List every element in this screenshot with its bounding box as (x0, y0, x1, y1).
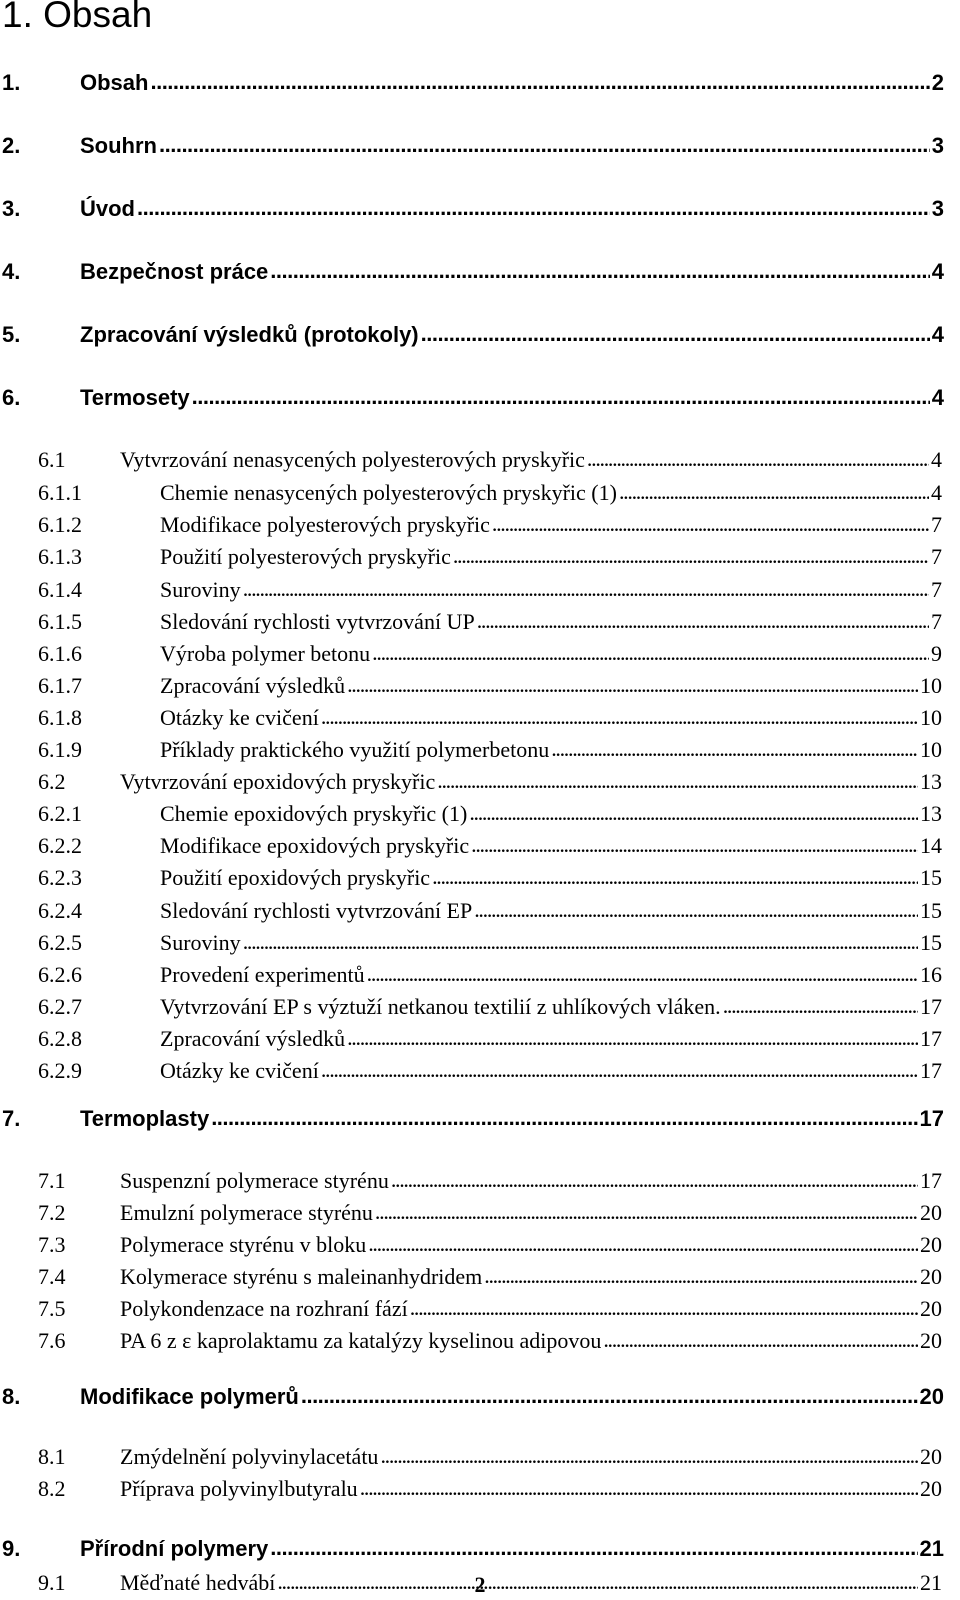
toc-dot-leader (299, 1384, 918, 1414)
toc-entry-number: 6.2 (38, 769, 66, 794)
toc-entry-number: 6.2.1 (38, 801, 82, 826)
toc-entry-number: 6.1.4 (38, 577, 82, 602)
toc-dot-leader (482, 1264, 918, 1294)
toc-entry-page: 21 (920, 1570, 942, 1595)
toc-entry[interactable] (0, 1168, 960, 1198)
toc-entry-title: Příprava polyvinylbutyralu (120, 1476, 358, 1501)
toc-entry-page: 4 (931, 259, 944, 284)
toc-entry-title: Termoplasty (80, 1106, 210, 1131)
toc-entry[interactable] (0, 673, 960, 703)
toc-entry[interactable] (0, 322, 960, 352)
toc-entry-number: 7.1 (38, 1168, 66, 1193)
toc-entry-page: 7 (931, 609, 942, 634)
toc-entry-page: 3 (931, 196, 944, 221)
toc-entry[interactable] (0, 930, 960, 960)
toc-entry-number: 8.1 (38, 1444, 66, 1469)
toc-entry-number: 6.1.1 (38, 480, 82, 505)
toc-dot-leader (319, 1058, 918, 1088)
toc-entry-title: Bezpečnost práce (80, 259, 269, 284)
toc-dot-leader (268, 1536, 917, 1566)
toc-entry-number: 7.6 (38, 1328, 66, 1353)
toc-entry[interactable] (0, 480, 960, 510)
toc-entry-title: Použití polyesterových pryskyřic (160, 544, 451, 569)
toc-dot-leader (345, 673, 918, 703)
toc-entry-title: Příklady praktického využití polymerbetonu (160, 737, 550, 762)
toc-entry-number: 6.1.6 (38, 641, 82, 666)
toc-dot-leader (319, 705, 918, 735)
toc-dot-leader (467, 801, 918, 831)
toc-entry-number: 9. (2, 1536, 21, 1561)
toc-dot-leader (419, 322, 930, 352)
toc-entry[interactable] (0, 833, 960, 863)
toc-entry[interactable] (0, 1264, 960, 1294)
toc-entry-number: 6.2.6 (38, 962, 82, 987)
toc-entry-title: Zpracování výsledků (protokoly) (80, 322, 419, 347)
toc-dot-leader (721, 994, 918, 1024)
toc-entry[interactable] (0, 512, 960, 542)
toc-entry-page: 4 (931, 322, 944, 347)
toc-entry[interactable] (0, 705, 960, 735)
toc-entry[interactable] (0, 1058, 960, 1088)
toc-dot-leader (378, 1444, 918, 1474)
toc-entry-page: 20 (920, 1264, 942, 1289)
toc-dot-leader (241, 930, 918, 960)
toc-entry-title: Modifikace polymerů (80, 1384, 299, 1409)
toc-entry-page: 15 (920, 930, 942, 955)
toc-entry[interactable] (0, 1328, 960, 1358)
toc-entry-title: Kolymerace styrénu s maleinanhydridem (120, 1264, 483, 1289)
toc-entry-page: 16 (920, 962, 942, 987)
toc-entry-title: Úvod (80, 196, 135, 221)
toc-dot-leader (585, 447, 929, 477)
toc-entry-number: 3. (2, 196, 21, 221)
toc-dot-leader (365, 962, 918, 992)
toc-entry[interactable] (0, 447, 960, 477)
toc-entry-number: 7. (2, 1106, 21, 1131)
toc-entry[interactable] (0, 1200, 960, 1230)
toc-entry-number: 9.1 (38, 1570, 66, 1595)
toc-entry-number: 4. (2, 259, 21, 284)
toc-entry-page: 20 (920, 1328, 942, 1353)
toc-entry-title: Zpracování výsledků (160, 1026, 346, 1051)
toc-entry-page: 9 (931, 641, 942, 666)
toc-dot-leader (135, 196, 930, 226)
toc-entry[interactable] (0, 737, 960, 767)
toc-entry-number: 5. (2, 322, 21, 347)
toc-entry-title: Zmýdelnění polyvinylacetátu (120, 1444, 379, 1469)
toc-entry[interactable] (0, 962, 960, 992)
toc-entry-page: 20 (920, 1296, 942, 1321)
toc-entry-number: 8. (2, 1384, 21, 1409)
toc-entry[interactable] (0, 1444, 960, 1474)
toc-entry[interactable] (0, 641, 960, 671)
toc-entry[interactable] (0, 196, 960, 226)
toc-entry-title: Souhrn (80, 133, 157, 158)
toc-entry-page: 4 (931, 480, 942, 505)
toc-entry-number: 6.1.3 (38, 544, 82, 569)
toc-entry-number: 6.2.5 (38, 930, 82, 955)
toc-dot-leader (268, 259, 929, 289)
toc-entry-title: Použití epoxidových pryskyřic (160, 865, 431, 890)
toc-dot-leader (435, 769, 918, 799)
toc-entry-title: Polymerace styrénu v bloku (120, 1232, 367, 1257)
toc-entry-page: 17 (919, 1106, 944, 1131)
toc-entry[interactable] (0, 1384, 960, 1414)
toc-entry-page: 13 (920, 769, 942, 794)
toc-entry-page: 20 (920, 1476, 942, 1501)
toc-entry-title: Měďnaté hedvábí (120, 1570, 276, 1595)
toc-entry-page: 7 (931, 544, 942, 569)
toc-entry[interactable] (0, 1476, 960, 1506)
toc-entry-page: 15 (920, 865, 942, 890)
toc-dot-leader (157, 133, 930, 163)
toc-entry-page: 20 (919, 1384, 944, 1409)
toc-dot-leader (190, 385, 930, 415)
toc-entry-title: Vytvrzování nenasycených polyesterových pryskyřic (120, 447, 585, 472)
toc-entry[interactable] (0, 259, 960, 289)
toc-entry-number: 6.1.7 (38, 673, 82, 698)
toc-entry[interactable] (0, 898, 960, 928)
toc-entry-title: Obsah (80, 70, 149, 95)
toc-entry-page: 17 (920, 1026, 942, 1051)
toc-dot-leader (475, 609, 929, 639)
toc-entry-page: 10 (920, 705, 942, 730)
toc-entry-title: Chemie epoxidových pryskyřic (1) (160, 801, 468, 826)
toc-entry-number: 6.1.5 (38, 609, 82, 634)
toc-entry-page: 4 (931, 385, 944, 410)
toc-dot-leader (370, 641, 929, 671)
toc-entry-number: 6.2.8 (38, 1026, 82, 1051)
toc-entry-number: 7.2 (38, 1200, 66, 1225)
toc-entry-number: 6.2.4 (38, 898, 82, 923)
toc-entry-page: 17 (920, 1168, 942, 1193)
toc-dot-leader (241, 577, 929, 607)
toc-entry-title: Modifikace epoxidových pryskyřic (160, 833, 470, 858)
toc-entry-title: Sledování rychlosti vytvrzování EP (160, 898, 473, 923)
toc-entry-page: 7 (931, 577, 942, 602)
section-heading: 1. Obsah (2, 0, 153, 35)
toc-entry-number: 6.2.9 (38, 1058, 82, 1083)
toc-entry-title: Suroviny (160, 930, 241, 955)
toc-dot-leader (430, 865, 918, 895)
toc-entry-page: 20 (920, 1200, 942, 1225)
toc-entry-title: Vytvrzování epoxidových pryskyřic (120, 769, 436, 794)
toc-entry[interactable] (0, 544, 960, 574)
toc-entry[interactable] (0, 994, 960, 1024)
toc-entry-page: 10 (920, 673, 942, 698)
toc-entry-page: 21 (919, 1536, 944, 1561)
toc-entry-page: 7 (931, 512, 942, 537)
toc-entry-number: 8.2 (38, 1476, 66, 1501)
toc-entry-page: 20 (920, 1232, 942, 1257)
toc-dot-leader (549, 737, 918, 767)
toc-entry-number: 6.2.2 (38, 833, 82, 858)
toc-entry-page: 10 (920, 737, 942, 762)
toc-dot-leader (601, 1328, 918, 1358)
toc-dot-leader (345, 1026, 918, 1056)
toc-entry-title: Provedení experimentů (160, 962, 365, 987)
toc-entry[interactable] (0, 385, 960, 415)
toc-entry-title: Chemie nenasycených polyesterových pryskyřic (1) (160, 480, 617, 505)
toc-dot-leader (366, 1232, 918, 1262)
toc-entry-title: PA 6 z ε kaprolaktamu za katalýzy kyselinou adipovou (120, 1328, 602, 1353)
toc-dot-leader (148, 70, 929, 100)
toc-entry-title: Termosety (80, 385, 190, 410)
toc-dot-leader (358, 1476, 918, 1506)
toc-entry-title: Otázky ke cvičení (160, 1058, 319, 1083)
toc-dot-leader (451, 544, 929, 574)
toc-entry-title: Emulzní polymerace styrénu (120, 1200, 373, 1225)
toc-entry-title: Přírodní polymery (80, 1536, 269, 1561)
toc-entry-number: 7.5 (38, 1296, 66, 1321)
toc-dot-leader (389, 1168, 918, 1198)
toc-entry[interactable] (0, 769, 960, 799)
toc-entry-number: 1. (2, 70, 21, 95)
toc-entry-title: Vytvrzování EP s výztuží netkanou textilií z uhlíkových vláken. (160, 994, 721, 1019)
toc-entry-page: 4 (931, 447, 942, 472)
toc-entry-title: Sledování rychlosti vytvrzování UP (160, 609, 475, 634)
toc-entry-page: 14 (920, 833, 942, 858)
toc-entry-number: 6.2.7 (38, 994, 82, 1019)
toc-entry-title: Polykondenzace na rozhraní fází (120, 1296, 408, 1321)
toc-entry-page: 17 (920, 1058, 942, 1083)
toc-dot-leader (408, 1296, 918, 1326)
toc-entry-page: 17 (920, 994, 942, 1019)
toc-entry[interactable] (0, 1232, 960, 1262)
toc-dot-leader (209, 1106, 917, 1136)
toc-entry[interactable] (0, 1026, 960, 1056)
toc-entry-page: 15 (920, 898, 942, 923)
toc-entry[interactable] (0, 865, 960, 895)
toc-entry-title: Suspenzní polymerace styrénu (120, 1168, 389, 1193)
toc-entry-number: 6.1.8 (38, 705, 82, 730)
page-number: 2 (474, 1572, 486, 1597)
toc-entry-number: 7.4 (38, 1264, 66, 1289)
toc-dot-leader (617, 480, 929, 510)
toc-dot-leader (472, 898, 918, 928)
toc-entry-page: 3 (931, 133, 944, 158)
toc-entry-number: 7.3 (38, 1232, 66, 1257)
toc-entry-title: Modifikace polyesterových pryskyřic (160, 512, 490, 537)
toc-entry-title: Zpracování výsledků (160, 673, 346, 698)
toc-entry-page: 20 (920, 1444, 942, 1469)
toc-entry[interactable] (0, 609, 960, 639)
toc-entry-number: 6.1.2 (38, 512, 82, 537)
toc-dot-leader (469, 833, 918, 863)
toc-entry-number: 6.1 (38, 447, 66, 472)
toc-entry-number: 2. (2, 133, 21, 158)
toc-entry[interactable] (0, 133, 960, 163)
toc-entry-page: 2 (931, 70, 944, 95)
toc-entry[interactable] (0, 801, 960, 831)
toc-entry-page: 13 (920, 801, 942, 826)
toc-entry-title: Suroviny (160, 577, 241, 602)
toc-entry[interactable] (0, 70, 960, 100)
toc-entry[interactable] (0, 1536, 960, 1566)
toc-entry-title: Otázky ke cvičení (160, 705, 319, 730)
toc-entry-title: Výroba polymer betonu (160, 641, 371, 666)
toc-dot-leader (373, 1200, 918, 1230)
toc-entry[interactable] (0, 577, 960, 607)
toc-entry[interactable] (0, 1106, 960, 1136)
toc-entry-number: 6.2.3 (38, 865, 82, 890)
toc-entry-number: 6. (2, 385, 21, 410)
toc-entry-number: 6.1.9 (38, 737, 82, 762)
toc-dot-leader (490, 512, 929, 542)
toc-entry[interactable] (0, 1296, 960, 1326)
